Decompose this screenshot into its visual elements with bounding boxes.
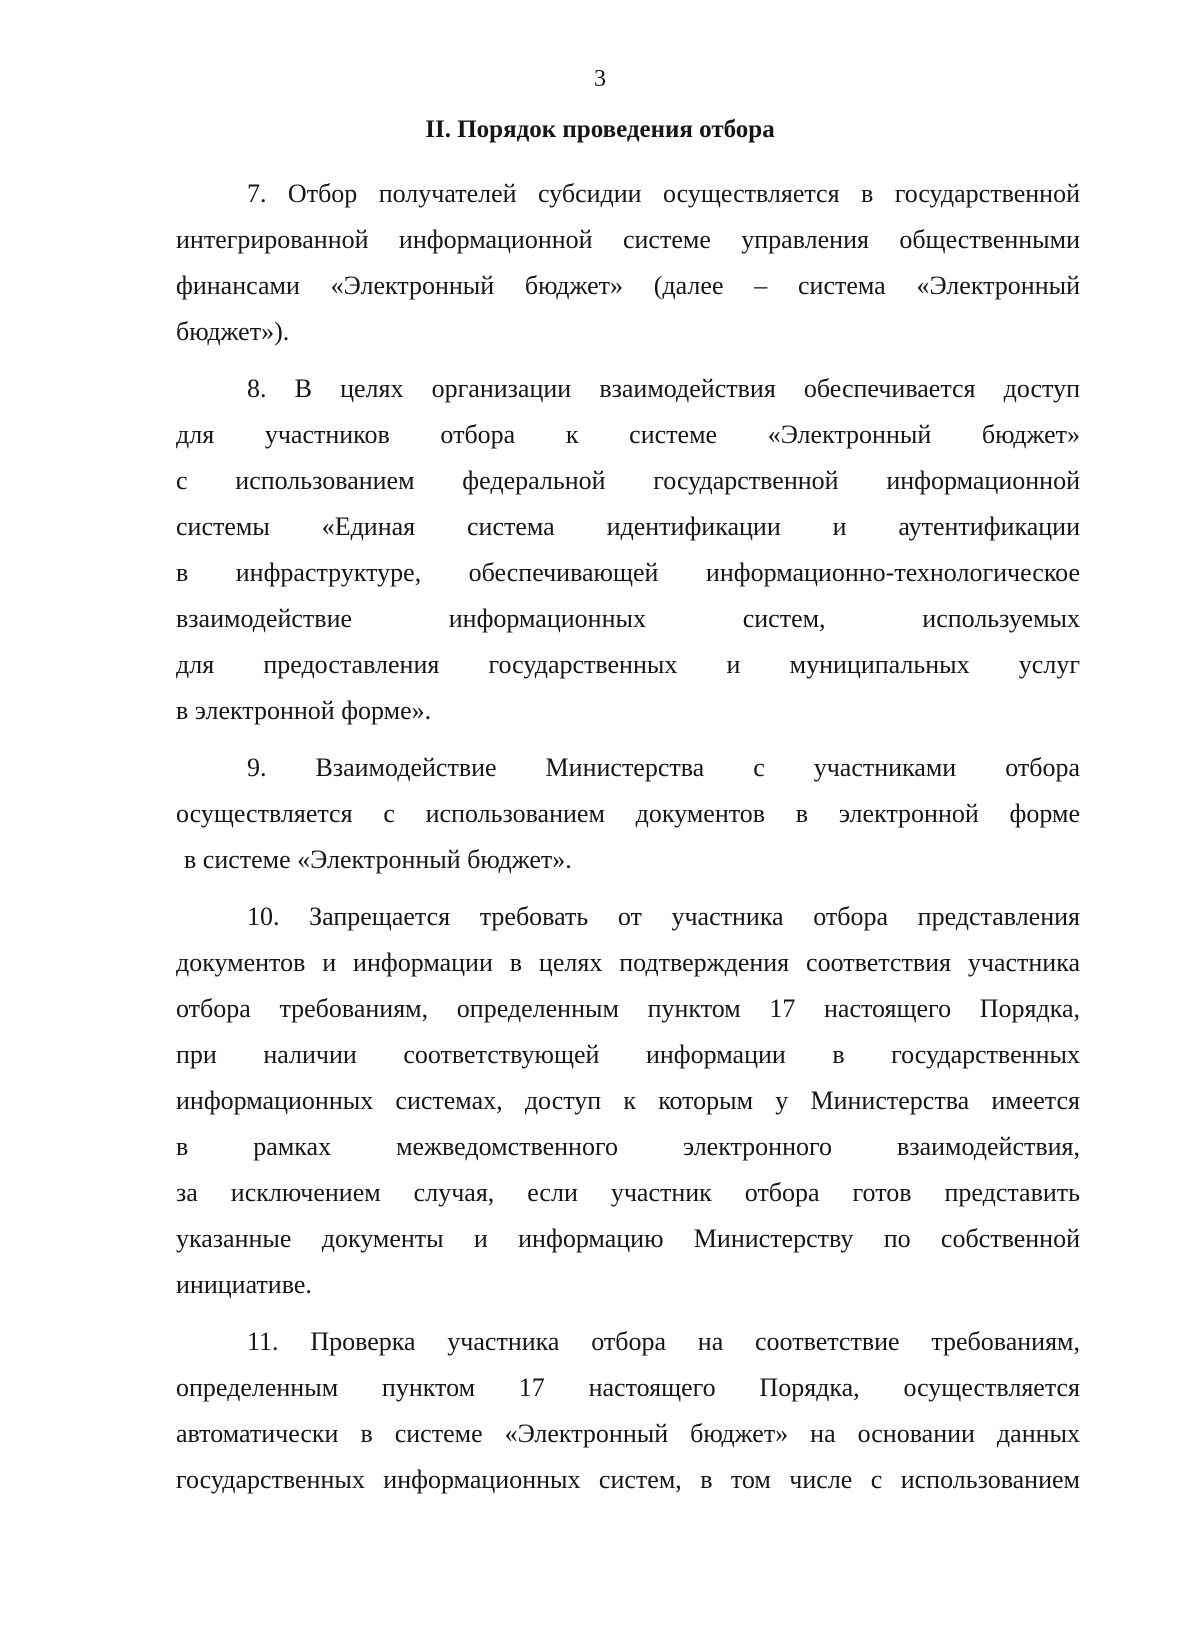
text-line: 10. Запрещается требовать от участника отбора представления bbox=[247, 902, 1080, 931]
text-line: для участников отбора к системе «Электронный бюджет» bbox=[176, 420, 1080, 449]
paragraph-11 bbox=[176, 1319, 1080, 1503]
text-line: 9. Взаимодействие Министерства с участниками отбора bbox=[247, 753, 1080, 782]
text-line: в системе «Электронный бюджет». bbox=[184, 845, 572, 874]
text-line: за исключением случая, если участник отбора готов представить bbox=[176, 1178, 1080, 1207]
paragraph-10 bbox=[176, 894, 1080, 1308]
section-title: II. Порядок проведения отбора bbox=[425, 116, 775, 143]
text-line: отбора требованиям, определенным пунктом 17 настоящего Порядка, bbox=[176, 994, 1080, 1023]
text-line: интегрированной информационной системе управления общественными bbox=[176, 225, 1080, 254]
text-line: информационных системах, доступ к которым у Министерства имеется bbox=[176, 1086, 1080, 1115]
text-line: документов и информации в целях подтверждения соответствия участника bbox=[176, 948, 1080, 977]
paragraph-9 bbox=[176, 745, 1080, 883]
text-line: 11. Проверка участника отбора на соответствие требованиям, bbox=[247, 1327, 1080, 1356]
text-line: взаимодействие информационных систем, используемых bbox=[176, 604, 1080, 633]
text-line: государственных информационных систем, в том числе с использованием bbox=[176, 1465, 1080, 1494]
text-line: в рамках межведомственного электронного взаимодействия, bbox=[176, 1132, 1080, 1161]
text-line: автоматически в системе «Электронный бюджет» на основании данных bbox=[176, 1419, 1080, 1448]
text-line: в инфраструктуре, обеспечивающей информационно-технологическое bbox=[176, 558, 1080, 587]
page-number: 3 bbox=[594, 66, 606, 92]
document-body bbox=[176, 171, 1080, 1514]
paragraph-7 bbox=[176, 171, 1080, 355]
text-line: бюджет»). bbox=[176, 317, 290, 346]
text-line: в электронной форме». bbox=[176, 696, 432, 725]
text-line: системы «Единая система идентификации и аутентификации bbox=[176, 512, 1080, 541]
text-line: указанные документы и информацию Министерству по собственной bbox=[176, 1224, 1080, 1253]
text-line: при наличии соответствующей информации в государственных bbox=[176, 1040, 1080, 1069]
text-line: инициативе. bbox=[176, 1270, 312, 1299]
paragraph-8 bbox=[176, 366, 1080, 734]
text-line: 7. Отбор получателей субсидии осуществляется в государственной bbox=[247, 179, 1080, 208]
text-line: для предоставления государственных и муниципальных услуг bbox=[176, 650, 1080, 679]
text-line: определенным пунктом 17 настоящего Порядка, осуществляется bbox=[176, 1373, 1080, 1402]
text-line: с использованием федеральной государственной информационной bbox=[176, 466, 1080, 495]
text-line: финансами «Электронный бюджет» (далее – система «Электронный bbox=[176, 271, 1080, 300]
text-line: осуществляется с использованием документов в электронной форме bbox=[176, 799, 1080, 828]
text-line: 8. В целях организации взаимодействия обеспечивается доступ bbox=[247, 374, 1080, 403]
